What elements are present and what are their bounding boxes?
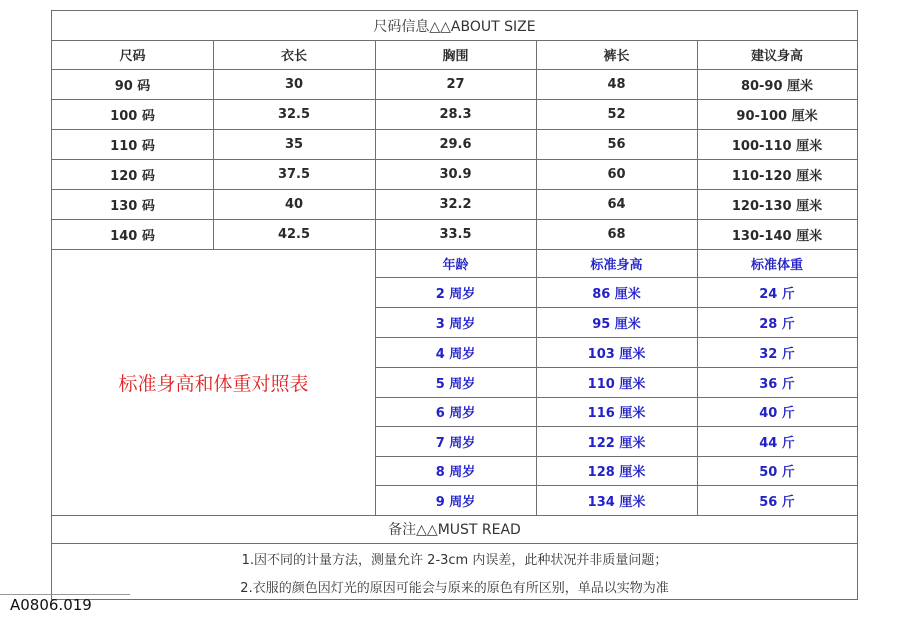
- size-cell: 140 码: [110, 228, 155, 244]
- size-cell: 64: [607, 196, 626, 212]
- note-line-1: 1.因不同的计量方法，测量允许 2-3cm 内误差，此种状况并非质量问题；: [241, 552, 668, 568]
- standard-cell: 128 厘米: [587, 465, 646, 480]
- standard-cell: 3 周岁: [435, 316, 476, 332]
- standard-cell: 6 周岁: [435, 406, 476, 421]
- size-cell: 80-90 厘米: [740, 78, 814, 94]
- size-header-length: 衣长: [280, 49, 307, 64]
- standard-cell: 28 斤: [759, 316, 795, 332]
- size-header-height: 建议身高: [750, 49, 803, 64]
- size-cell: 30.9: [439, 166, 472, 182]
- size-header-chest: 胸围: [442, 49, 469, 64]
- size-cell: 90-100 厘米: [736, 108, 818, 124]
- size-cell: 29.6: [439, 136, 472, 152]
- code-underline: [0, 594, 130, 595]
- size-chart: [51, 10, 858, 600]
- standard-cell: 122 厘米: [587, 435, 646, 451]
- size-cell: 33.5: [439, 226, 472, 242]
- size-header-size: 尺码: [119, 49, 146, 64]
- standard-cell: 7 周岁: [435, 435, 476, 451]
- size-cell: 40: [284, 196, 304, 212]
- size-cell: 52: [607, 106, 626, 122]
- standard-cell: 110 厘米: [587, 376, 646, 392]
- size-cell: 90 码: [114, 78, 151, 94]
- standard-cell: 36 斤: [759, 376, 795, 392]
- size-cell: 30: [284, 76, 304, 92]
- size-cell: 56: [607, 136, 626, 152]
- size-cell: 100 码: [110, 108, 155, 124]
- standard-cell: 116 厘米: [587, 406, 646, 421]
- size-cell: 130-140 厘米: [731, 228, 823, 244]
- standard-cell: 5 周岁: [435, 376, 476, 392]
- standard-cell: 134 厘米: [587, 494, 646, 510]
- size-cell: 110 码: [110, 138, 155, 154]
- size-cell: 42.5: [277, 226, 311, 242]
- size-cell: 28.3: [439, 106, 472, 122]
- size-cell: 27: [446, 76, 465, 92]
- standard-header-age: 年龄: [442, 257, 469, 273]
- standard-cell: 56 斤: [759, 494, 795, 510]
- size-cell: 130 码: [110, 198, 155, 214]
- standard-cell: 9 周岁: [435, 494, 476, 510]
- size-table-title: 尺码信息△△ABOUT SIZE: [373, 18, 536, 35]
- product-code: A0806.019: [10, 596, 92, 614]
- size-cell: 110-120 厘米: [731, 168, 823, 184]
- size-cell: 100-110 厘米: [731, 138, 823, 154]
- standard-cell: 86 厘米: [592, 286, 641, 302]
- size-cell: 37.5: [277, 166, 311, 182]
- size-cell: 68: [607, 226, 626, 242]
- size-cell: 120 码: [110, 168, 155, 184]
- standard-header-weight: 标准体重: [750, 257, 803, 273]
- standard-chart-label: 标准身高和体重对照表: [118, 372, 309, 395]
- standard-cell: 40 斤: [759, 406, 795, 421]
- size-cell: 35: [284, 136, 304, 152]
- standard-cell: 24 斤: [759, 286, 795, 302]
- standard-cell: 103 厘米: [587, 346, 646, 362]
- size-header-pants: 裤长: [603, 49, 630, 64]
- size-cell: 32.5: [277, 106, 311, 122]
- size-cell: 48: [607, 76, 626, 92]
- standard-cell: 50 斤: [759, 465, 795, 480]
- standard-header-height: 标准身高: [590, 257, 643, 273]
- standard-cell: 8 周岁: [435, 465, 476, 480]
- standard-cell: 95 厘米: [592, 316, 641, 332]
- notes-title: 备注△△MUST READ: [388, 522, 521, 538]
- size-cell: 60: [607, 166, 626, 182]
- standard-cell: 44 斤: [759, 435, 795, 451]
- note-line-2: 2.衣服的颜色因灯光的原因可能会与原来的原色有所区别，单品以实物为准: [240, 580, 669, 596]
- standard-cell: 32 斤: [759, 346, 795, 362]
- standard-cell: 4 周岁: [435, 346, 476, 362]
- standard-cell: 2 周岁: [435, 286, 476, 302]
- size-cell: 32.2: [439, 196, 472, 212]
- size-cell: 120-130 厘米: [731, 198, 823, 214]
